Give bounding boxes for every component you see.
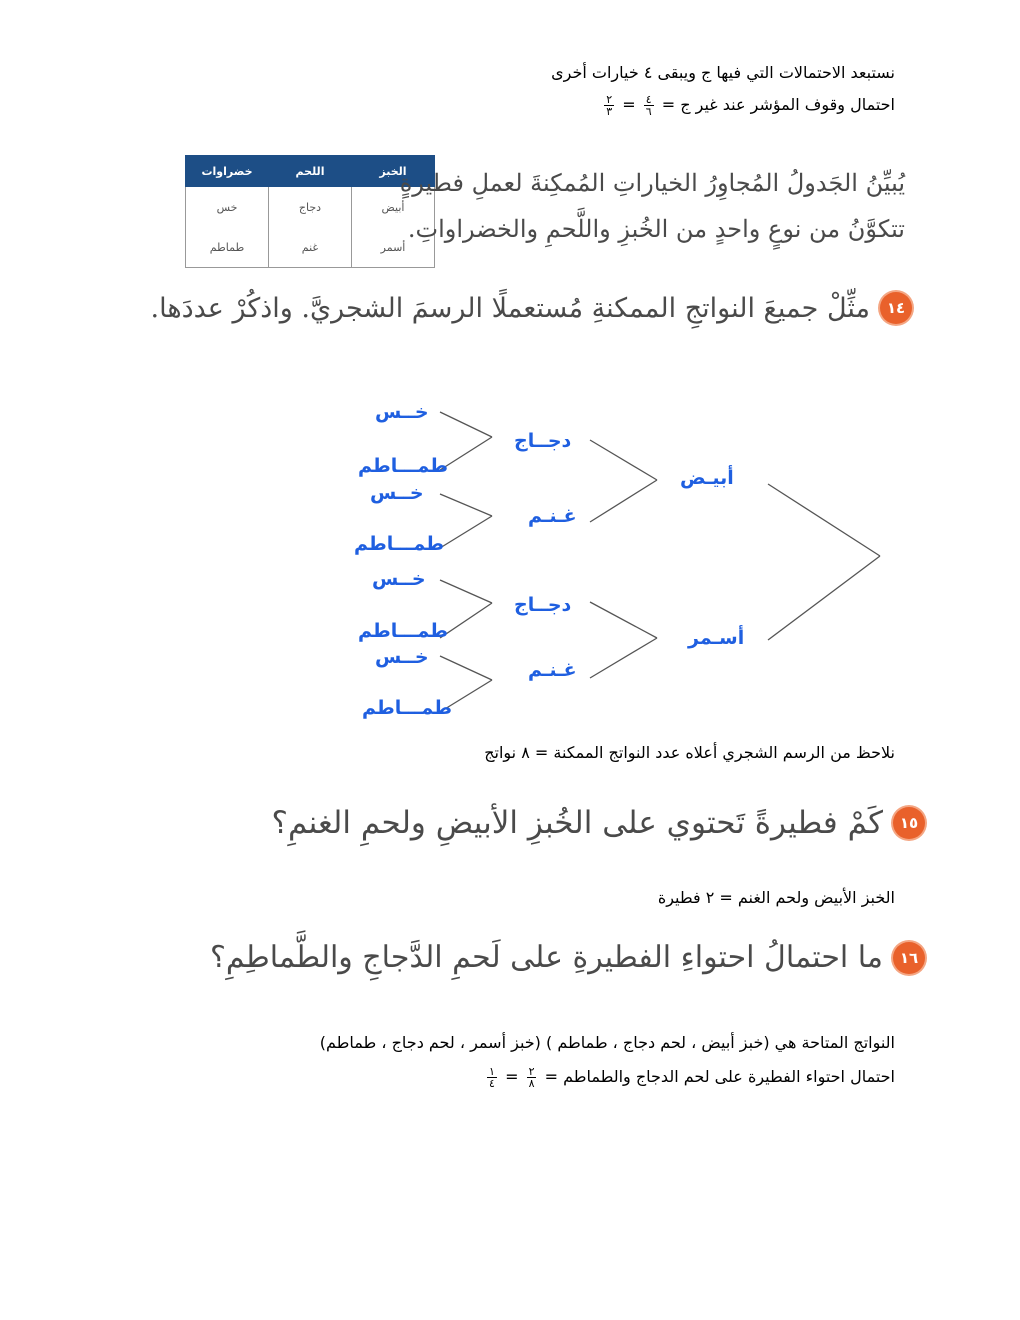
question-15 xyxy=(272,805,925,841)
tree-branch xyxy=(590,602,657,638)
fraction-2-8 xyxy=(527,1066,537,1089)
tree-veg-tomato: طمـــاطم xyxy=(362,697,453,719)
tree-bread-white: أبيـض xyxy=(680,467,734,489)
tree-branch xyxy=(590,440,657,480)
equals-sign: = xyxy=(622,95,636,114)
problem-line-1: يُبيِّنُ الجَدولُ المُجاوِرُ الخياراتِ المُمكِنةَ لعملِ فطيرةٍ xyxy=(399,169,905,197)
fraction-denominator: ٨ xyxy=(528,1077,535,1090)
question-text: كَمْ فطيرةً تَحتوي على الخُبزِ الأبيضِ ولحمِ الغنمِ؟ xyxy=(271,805,883,841)
tree-branch xyxy=(440,516,492,548)
table-cell: دجاج xyxy=(269,187,352,228)
answer-16-line-1: النواتج المتاحة هي (خبز أبيض ، لحم دجاج ، طماطم ) (خبز أسمر ، لحم دجاج ، طماطم) xyxy=(319,1033,895,1052)
answer-16-line-2 xyxy=(484,1066,895,1089)
question-16 xyxy=(210,940,925,975)
question-text: ما احتمالُ احتواءِ الفطيرةِ على لَحمِ الدَّجاجِ والطَّماطِمِ؟ xyxy=(209,940,883,975)
table-cell: أسمر xyxy=(352,227,435,268)
tree-meat-lamb: غـنـم xyxy=(528,659,577,681)
tree-meat-chicken: دجــاج xyxy=(514,430,572,452)
tree-veg-tomato: طمـــاطم xyxy=(358,455,449,477)
tree-branch xyxy=(440,580,492,603)
tree-veg-lettuce: خــس xyxy=(372,568,426,590)
tree-branch xyxy=(768,556,880,640)
fraction-numerator: ١ xyxy=(489,1065,495,1078)
question-number-badge: ١٥ xyxy=(893,807,925,839)
tree-meat-chicken: دجــاج xyxy=(514,594,572,616)
tree-veg-tomato: طمـــاطم xyxy=(354,533,445,555)
table-cell: غنم xyxy=(269,227,352,268)
question-number-badge: ١٤ xyxy=(880,292,912,324)
intro-line-1: نستبعد الاحتمالات التي فيها ج ويبقى ٤ خيارات أخرى xyxy=(551,63,895,82)
tree-branch xyxy=(440,494,492,516)
fraction-numerator: ٢ xyxy=(528,1065,535,1078)
fraction-denominator: ٤ xyxy=(489,1077,495,1090)
fraction-1-4 xyxy=(487,1066,497,1089)
fraction-numerator: ٢ xyxy=(606,93,613,106)
tree-meat-lamb: غـنـم xyxy=(528,505,577,527)
tree-veg-lettuce: خــس xyxy=(370,482,424,504)
tree-veg-tomato: طمـــاطم xyxy=(358,620,449,642)
table-header: خضراوات xyxy=(186,156,269,187)
question-number-badge: ١٦ xyxy=(893,942,925,974)
fraction-numerator: ٤ xyxy=(645,93,652,106)
table-header: الخبز xyxy=(352,156,435,187)
question-text: مثِّلْ جميعَ النواتجِ الممكنةِ مُستعملًا الرسمَ الشجريَّ. واذكُرْ عددَها. xyxy=(150,292,870,324)
tree-branch xyxy=(590,638,657,678)
table-cell: أبيض xyxy=(352,187,435,228)
tree-bread-brown: أسـمر xyxy=(688,627,745,649)
equals-sign: = xyxy=(505,1067,519,1086)
problem-line-2: تتكوَّنُ من نوعٍ واحدٍ من الخُبزِ واللَّحمِ والخضراواتِ. xyxy=(407,215,905,243)
tree-veg-lettuce: خــس xyxy=(375,401,429,423)
tree-branch xyxy=(768,484,880,556)
answer-15: الخبز الأبيض ولحم الغنم = ٢ فطيرة xyxy=(657,888,895,907)
tree-branch xyxy=(440,412,492,437)
tree-note: نلاحظ من الرسم الشجري أعلاه عدد النواتج الممكنة = ٨ نواتج xyxy=(484,743,895,762)
fraction-denominator: ٣ xyxy=(606,105,613,118)
table-header: اللحم xyxy=(269,156,352,187)
intro-line-2-text: احتمال وقوف المؤشر عند غير ج = xyxy=(661,95,895,114)
table-cell: طماطم xyxy=(186,227,269,268)
table-cell: خس xyxy=(186,187,269,228)
tree-veg-lettuce: خــس xyxy=(375,646,429,668)
answer-16-line-2-text: احتمال احتواء الفطيرة على لحم الدجاج والطماطم = xyxy=(544,1067,895,1086)
tree-branch xyxy=(590,480,657,522)
fraction-denominator: ٦ xyxy=(645,105,652,118)
tree-branch xyxy=(440,656,492,680)
